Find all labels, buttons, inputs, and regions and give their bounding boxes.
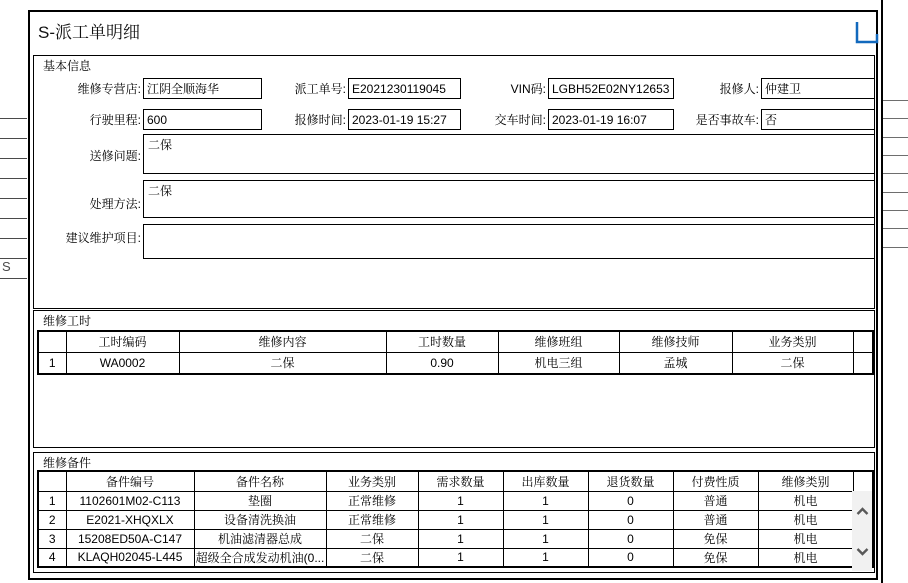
dispatch-no-field[interactable] [348,78,461,99]
parts-cell-repair-type: 机电 [758,491,853,510]
delivery-time-label: 交车时间: [494,113,546,127]
parts-cell-demand-qty: 1 [418,548,503,567]
background-row-line [883,228,908,229]
dispatch-no-label: 派工单号: [294,82,346,96]
parts-cell-category: 二保 [326,548,418,567]
parts-cell-return-qty: 0 [588,548,673,567]
labor-col-spacer [853,331,873,352]
scroll-down-button[interactable] [852,538,872,564]
reporter-label: 报修人: [719,82,759,96]
scroll-up-button[interactable] [852,498,872,524]
parts-cell-repair-type: 机电 [758,548,853,567]
parts-cell-rownum: 3 [38,529,66,548]
parts-cell-part-no: 15208ED50A-C147 [66,529,194,548]
background-row-line [0,118,27,119]
parts-section-title: 维修备件 [43,456,92,470]
background-row-line [883,100,908,101]
parts-header-row [38,471,873,491]
parts-cell-pay-type: 普通 [673,510,758,529]
labor-col-rownum [38,331,66,352]
labor-table [37,330,874,375]
background-row-line [0,198,27,199]
labor-col-code: 工时编码 [66,331,179,352]
parts-cell-category: 二保 [326,529,418,548]
background-row-line [0,158,27,159]
chevron-down-icon [856,547,869,556]
accident-flag-field[interactable] [761,109,875,130]
parts-col-part-no: 备件编号 [66,471,194,491]
labor-header-row [38,331,873,352]
suggested-maintenance-label: 建议维护项目: [65,231,141,245]
labor-section-title: 维修工时 [43,314,92,328]
vin-label: VIN码: [510,82,546,96]
repair-problem-textarea[interactable] [143,134,875,174]
parts-cell-repair-type: 机电 [758,529,853,548]
labor-cell-technician: 孟城 [619,352,732,374]
parts-cell-pay-type: 免保 [673,529,758,548]
parts-col-part-name: 备件名称 [194,471,326,491]
labor-cell-spacer [853,352,873,374]
suggested-maintenance-textarea[interactable] [143,224,875,259]
parts-table [37,470,874,568]
report-time-field[interactable] [348,109,461,130]
parts-cell-outbound-qty: 1 [503,491,588,510]
parts-table-scrollbar[interactable] [852,491,872,571]
parts-col-spacer [853,471,873,491]
parts-col-demand-qty: 需求数量 [418,471,503,491]
dialog-title: S-派工单明细 [38,23,140,42]
mileage-label: 行驶里程: [89,113,141,127]
parts-cell-outbound-qty: 1 [503,510,588,529]
labor-col-content: 维修内容 [179,331,386,352]
report-time-label: 报修时间: [294,113,346,127]
handling-method-textarea[interactable] [143,180,875,218]
labor-cell-qty: 0.90 [386,352,498,374]
parts-cell-category: 正常维修 [326,491,418,510]
basic-info-section-title: 基本信息 [43,59,92,73]
parts-cell-rownum: 2 [38,510,66,529]
parts-col-outbound-qty: 出库数量 [503,471,588,491]
labor-col-team: 维修班组 [498,331,619,352]
parts-cell-category: 正常维修 [326,510,418,529]
parts-cell-part-no: 1102601M02-C113 [66,491,194,510]
dispatch-detail-dialog [28,10,878,580]
background-row-line [0,278,27,279]
labor-col-qty: 工时数量 [386,331,498,352]
parts-cell-outbound-qty: 1 [503,548,588,567]
background-row-line [883,155,908,156]
labor-groupbox [33,310,875,448]
parts-col-repair-type: 维修类别 [758,471,853,491]
parts-row[interactable] [38,529,873,548]
labor-cell-rownum: 1 [38,352,66,374]
parts-col-return-qty: 退货数量 [588,471,673,491]
background-row-line [0,138,27,139]
labor-col-category: 业务类别 [732,331,853,352]
parts-cell-part-name: 设备清洗换油 [194,510,326,529]
parts-cell-part-no: E2021-XHQXLX [66,510,194,529]
repair-problem-label: 送修问题: [89,149,141,163]
parts-cell-part-name: 机油滤清器总成 [194,529,326,548]
parts-row[interactable] [38,491,873,510]
parts-col-rownum [38,471,66,491]
labor-cell-content: 二保 [179,352,386,374]
parts-cell-demand-qty: 1 [418,529,503,548]
parts-col-pay-type: 付费性质 [673,471,758,491]
background-row-line [883,247,908,248]
parts-cell-repair-type: 机电 [758,510,853,529]
parts-cell-return-qty: 0 [588,491,673,510]
parts-cell-rownum: 4 [38,548,66,567]
background-row-line [0,218,27,219]
background-row-line [883,210,908,211]
background-row-line [0,178,27,179]
background-row-line [883,137,908,138]
parts-cell-pay-type: 普通 [673,491,758,510]
labor-cell-team: 机电三组 [498,352,619,374]
labor-cell-code: WA0002 [66,352,179,374]
parts-cell-pay-type: 免保 [673,548,758,567]
parts-cell-return-qty: 0 [588,510,673,529]
basic-info-groupbox [33,55,875,309]
labor-row[interactable] [38,352,873,374]
parts-row[interactable] [38,548,873,567]
parts-row[interactable] [38,510,873,529]
background-partial-text: S [2,259,11,274]
background-window-edge [881,0,883,583]
parts-groupbox [33,452,875,573]
reporter-field[interactable] [761,78,875,99]
parts-col-category: 业务类别 [326,471,418,491]
accident-flag-label: 是否事故车: [695,113,759,127]
parts-cell-demand-qty: 1 [418,491,503,510]
chevron-up-icon [856,507,869,516]
parts-cell-demand-qty: 1 [418,510,503,529]
labor-col-technician: 维修技师 [619,331,732,352]
parts-cell-outbound-qty: 1 [503,529,588,548]
labor-cell-category: 二保 [732,352,853,374]
background-row-line [883,118,908,119]
background-row-line [883,173,908,174]
handling-method-label: 处理方法: [89,197,141,211]
parts-cell-return-qty: 0 [588,529,673,548]
corner-bracket-icon [855,22,879,44]
parts-cell-part-no: KLAQH02045-L445 [66,548,194,567]
background-row-line [0,238,27,239]
parts-cell-part-name: 超级全合成发动机油(0... [194,548,326,567]
background-row-line [883,192,908,193]
dealer-label: 维修专营店: [77,82,141,96]
parts-cell-part-name: 垫圈 [194,491,326,510]
parts-cell-rownum: 1 [38,491,66,510]
